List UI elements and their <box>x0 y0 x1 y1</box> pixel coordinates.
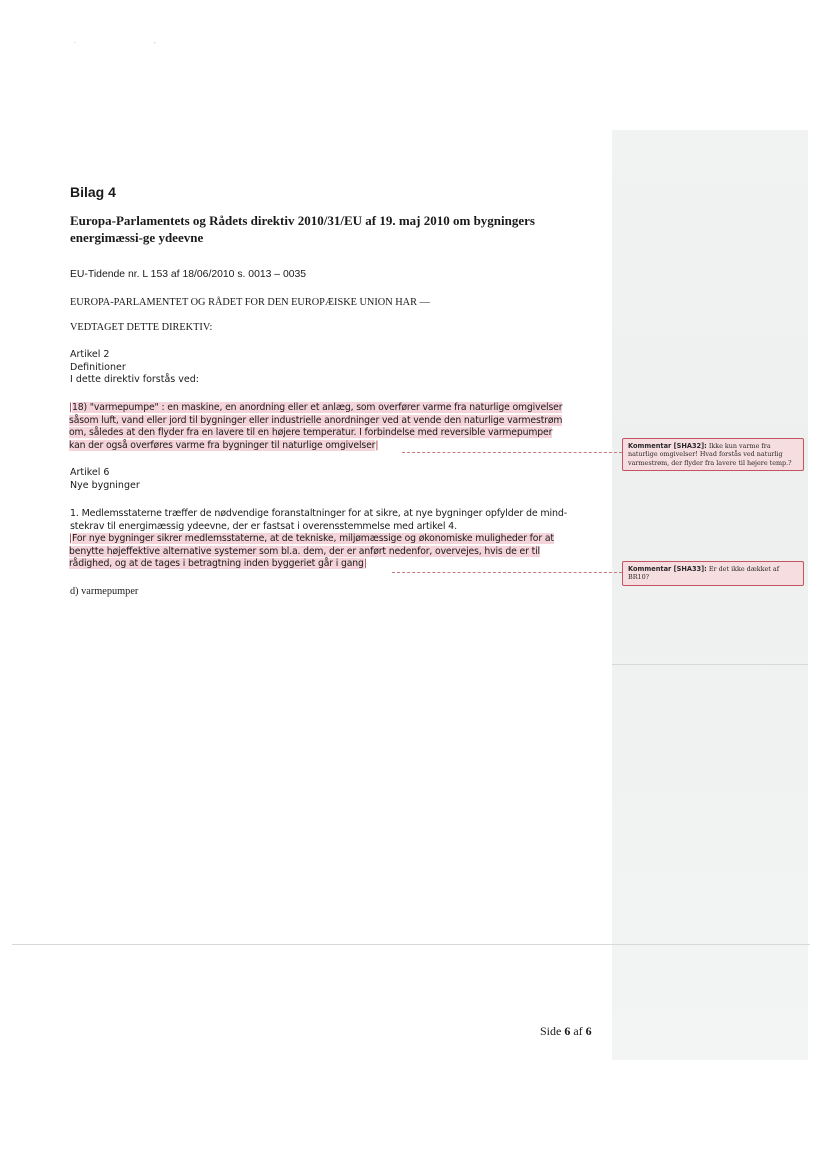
definition-18-line: kan der også overføres varme fra bygninger til naturlige omgivelser <box>69 439 376 451</box>
scan-specks: . , <box>74 38 194 45</box>
article-6-subtitle: Nye bygninger <box>70 479 140 491</box>
footer-prefix: Side <box>540 1024 562 1038</box>
article-6-label: Artikel 6 <box>70 467 110 478</box>
article-6-paragraph-2-highlighted[interactable]: |For nye bygninger sikrer medlemsstaterne, at de tekniske, miljømæssige og økonomiske muligheder for at benytte højeffektive alternative systemer som bl.a. dem, der er anført nedenfor, overvejes, hvis de er til rådighed, og at de tages i betragtning inden byggeriet går i gang| <box>69 533 554 570</box>
footer-middle: af <box>573 1024 583 1038</box>
article-2-subtitle: Definitioner <box>70 361 126 373</box>
footer-page-number: 6 <box>564 1024 571 1038</box>
comment-connector <box>392 572 622 573</box>
comment-label: Kommentar [SHA33]: <box>628 565 707 573</box>
comment-text: Er det ikke dækket af BR10? <box>628 565 780 582</box>
comment-label: Kommentar [SHA32]: <box>628 442 707 450</box>
comment-text: Ikke kun varme fra naturlige omgivelser! Hvad forstås ved naturlig varmestrøm, der flyder fra lavere til højere temp.? <box>628 442 792 467</box>
preamble-line-2: VEDTAGET DETTE DIREKTIV: <box>70 322 213 333</box>
definition-18-line: såsom luft, vand eller jord til bygninger eller industrielle anordninger ved at vende den naturlige varmestrøm <box>69 414 563 426</box>
eu-reference: EU-Tidende nr. L 153 af 18/06/2010 s. 0013 – 0035 <box>70 269 307 280</box>
scan-line <box>612 664 808 665</box>
definition-18-line: om, således at den flyder fra en lavere til en højere temperatur. I forbindelse med reversible varmepumper <box>69 427 553 439</box>
scan-line <box>12 944 810 945</box>
directive-title: Europa-Parlamentets og Rådets direktiv 2010/31/EU af 19. maj 2010 om bygningers energimæssi-ge ydeevne <box>70 213 535 245</box>
annex-heading: Bilag 4 <box>70 184 116 200</box>
article-6-paragraph-1 <box>70 508 610 533</box>
comment-margin-background <box>612 130 808 1060</box>
comment-sha33[interactable] <box>622 561 804 586</box>
article-2-block <box>70 349 610 387</box>
article-2-intro: I dette direktiv forstås ved: <box>70 374 199 386</box>
paragraph-2-line: For nye bygninger sikrer medlemsstaterne, at de tekniske, miljømæssige og økonomiske muligheder for at <box>71 533 554 544</box>
paragraph-line: 1. Medlemsstaterne træffer de nødvendige foranstaltninger for at sikre, at nye bygninger opfylder de mind- <box>70 508 568 519</box>
paragraph-2-line: rådighed, og at de tages i betragtning inden byggeriet går i gang <box>69 558 364 570</box>
preamble-line-1: EUROPA-PARLAMENTET OG RÅDET FOR DEN EUROPÆISKE UNION HAR — <box>70 297 430 308</box>
paragraph-line: stekrav til energimæssig ydeevne, der er fastsat i overensstemmelse med artikel 4. <box>70 520 457 532</box>
definition-18-highlighted[interactable]: |18) "varmepumpe" : en maskine, en anordning eller et anlæg, som overfører varme fra naturlige omgivelser såsom luft, vand eller jord til bygninger eller industrielle anordninger ved at vende den naturlige varmestrøm om, således at den flyder fra en lavere til en højere temperatur. I forbindelse med reversible varmepumper kan der også overføres varme fra bygninger til naturlige omgivelser| <box>69 402 563 451</box>
paragraph-2-line: benytte højeffektive alternative systemer som bl.a. dem, der er anført nedenfor, overvejes, hvis de er til <box>69 545 540 557</box>
article-2-label: Artikel 2 <box>70 349 110 360</box>
comment-sha32[interactable] <box>622 438 804 471</box>
page-footer <box>540 1024 592 1039</box>
definition-18-line: 18) "varmepumpe" : en maskine, en anordning eller et anlæg, som overfører varme fra naturlige omgivelser <box>71 402 563 413</box>
item-d: d) varmepumper <box>70 586 139 597</box>
comment-connector <box>402 452 622 453</box>
article-6-heading-block <box>70 467 610 492</box>
footer-total-pages: 6 <box>585 1024 592 1038</box>
